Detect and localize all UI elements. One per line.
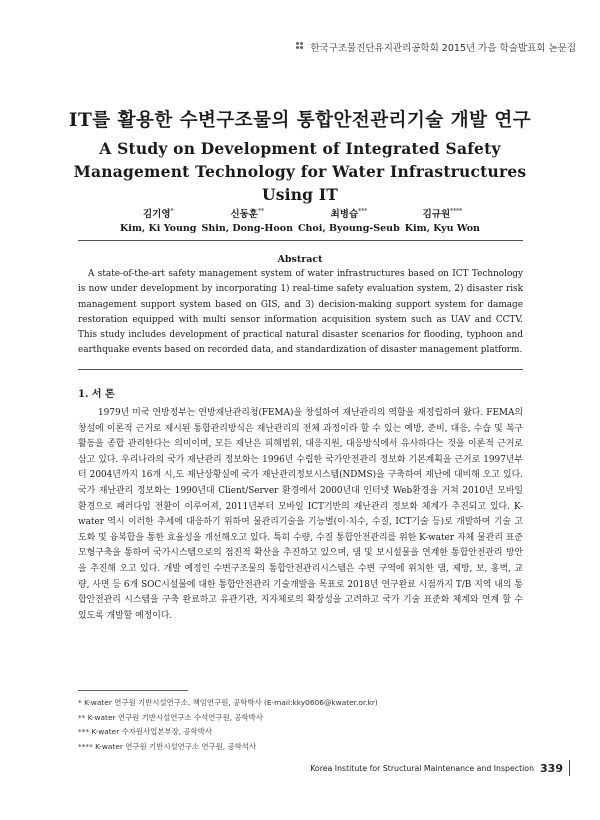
author-name-en: Kim, Kyu Won xyxy=(404,223,480,235)
footer-bar xyxy=(569,760,570,776)
divider xyxy=(78,240,523,241)
author-mark: *** xyxy=(358,208,368,215)
author xyxy=(405,205,480,236)
author xyxy=(201,205,293,236)
title-english: A Study on Development of Integrated Safety Management Technology for Water Infrastructures Using IT xyxy=(73,139,527,204)
author xyxy=(120,205,196,236)
journal-header xyxy=(296,40,576,54)
title-korean: IT를 활용한 수변구조물의 통합안전관리기술 개발 연구 xyxy=(68,110,532,131)
author-name-ko: 신동훈 xyxy=(230,209,258,221)
footnote: ** K-water 연구원 기반시설연구소 수석연구원, 공학박사 xyxy=(78,712,263,722)
footnote: **** K-water 연구원 기반시설연구소 연구원, 공학석사 xyxy=(78,742,257,752)
author-name-en: Kim, Ki Young xyxy=(120,223,197,235)
author-name-ko: 김규원 xyxy=(422,209,451,221)
footer-institute: Korea Institute for Structural Maintenance and Inspection xyxy=(310,763,535,773)
author xyxy=(298,205,400,236)
footnote: *** K-water 수자원사업본부장, 공학박사 xyxy=(78,727,212,737)
journal-name: 한국구조물진단유지관리공학회 2015년 가을 학술발표회 논문집 xyxy=(310,43,576,54)
divider xyxy=(78,369,523,370)
page-footer xyxy=(310,760,570,776)
footnotes xyxy=(78,696,523,755)
author-name-ko: 최병습 xyxy=(330,209,359,221)
journal-logo-icon xyxy=(296,42,306,52)
author-mark: ** xyxy=(257,208,264,215)
page-number: 339 xyxy=(540,761,563,775)
author-name-en: Shin, Dong-Hoon xyxy=(201,223,293,235)
author-mark: * xyxy=(170,208,174,215)
abstract-heading: Abstract xyxy=(277,254,323,265)
author-list xyxy=(120,205,480,236)
author-mark: **** xyxy=(450,208,463,215)
footnote: * K-water 연구원 기반시설연구소, 책임연구원, 공학박사 (E-mail:kky0606@kwater.or.kr) xyxy=(78,698,378,707)
section-body: 1979년 미국 연방정부는 연방재난관리청(FEMA)을 창설하여 재난관리의 역할을 재정립하여 왔다. FEMA의 창설에 이론적 근거로 제시된 통합관리방식은 재난관리의 전체 과정이라 할 수 있는 예방, 준비, 대응, 수습 및 복구활동을 종합 관리한다는 의미이며, 모든 재난은 피해범위, 대응지원, 대응방식에서 유사하다는 것을 이론적 근거로 삼고 있다. 우리나라의 국가 재난관리 정보화는 1996년 수립한 국가안전관리 정보화 기본계획을 근거로 1997년부터 2004년까지 16개 시,도 재난상황실에 국가 재난관리정보시스템(NDMS)을 구축하여 재난에 대비해 오고 있다. 국가 재난관리 정보화는 1990년대 Client/Server 환경에서 2000년대 인터넷 Web환경을 거쳐 2010년 모바일 환경으로 패러다임 전환이 이루어져, 2011년부터 모바일 ICT기반의 재난관리 정보화 체계가 추진되고 있다. K-water 역시 이러한 추세에 대응하기 위하여 물관리기술을 기능별(이·치수, 수질, ICT기술 등)로 개발하여 기술 고도화 및 융복합을 통한 효율성을 개선해오고 있다. 특히 수량, 수질 통합안전관리를 위한 K-water 자체 물관리 표준모형구축을 통하여 국가시스템으로의 점진적 확산을 추진하고 있으며, 댐 및 보시설물을 연계한 통합안전관리 방안을 추진해 오고 있다. 개발 예정인 수변구조물의 통합안전관리시스템은 수변 구역에 위치한 댐, 제방, 보, 홍벽, 교량, 사면 등 6개 SOC시설물에 대한 통합안전관리 기술개발을 목표로 2018년 연구완료 시점까지 T/B 지역 내의 통합안전관리 시스템을 구축 완료하고 유관기관, 지자체로의 확장성을 고려하고 국가 기술 표준화 체계와 연계 할 수 있도록 개발할 예정이다. xyxy=(78,408,523,621)
author-name-en: Choi, Byoung-Seub xyxy=(297,223,400,235)
section-title: 1. 서 론 xyxy=(78,389,115,400)
abstract-text: A state-of-the-art safety management system of water infrastructures based on ICT Technology is now under development by incorporating 1) real-time safety evaluation system, 2) disaster risk management support system based on GIS, and 3) decision-making support system for damage restoration equipped with multi sensor information acquisition system such as UAV and CCTV. This study includes development of practical natural disaster scenarios for flooding, typhoon and earthquake events based on recorded data, and standardization of disaster management platform. xyxy=(78,269,523,356)
author-name-ko: 김기영 xyxy=(142,209,171,221)
footnote-divider xyxy=(78,690,188,691)
